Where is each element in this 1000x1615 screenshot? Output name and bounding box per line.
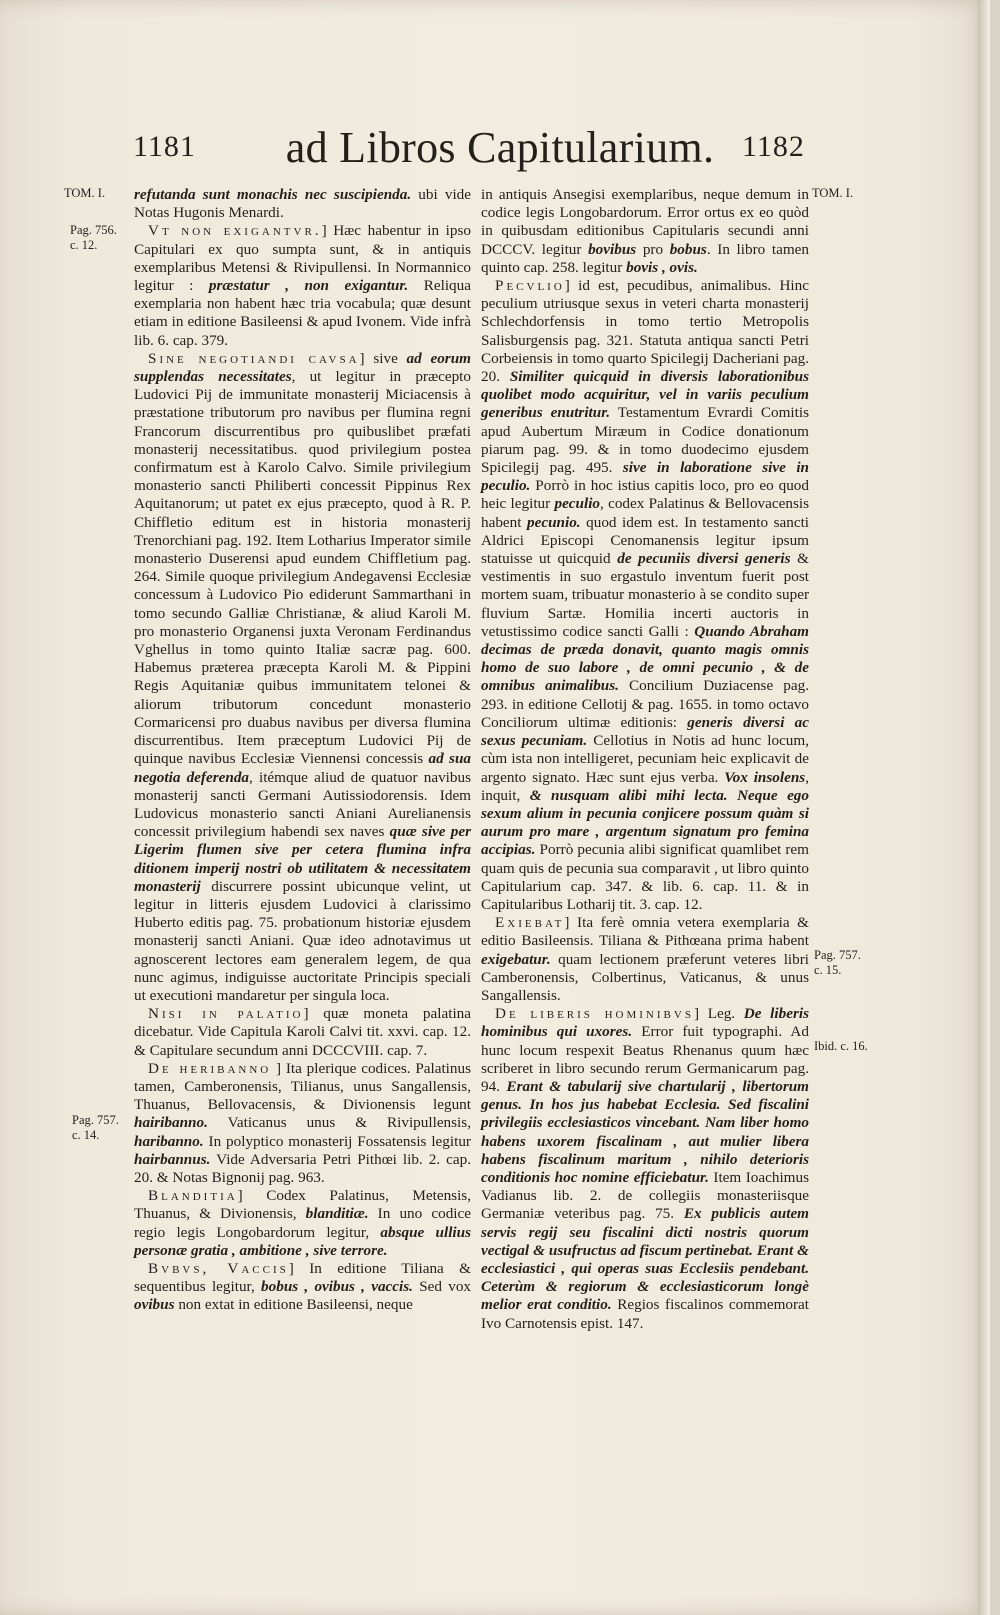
right-margin-note [814,1039,868,1054]
body-text: in antiquis Ansegisi exemplaribus, neque demum in codice legis Longobardorum. Error ortus ex eo quòd in quibusdam editionibus Capitularis secundi anni DCCCV. legitur [481,186,809,258]
body-text: Cellotius in Notis ad hunc locum, cùm ista non intelligeret, pecuniam heic explicavit de argento signato. Hæc sunt ejus verba. [481,732,810,786]
body-text: ] quæ moneta palatina dicebatur. Vide Capitula Karoli Calvi tit. xxvi. cap. 12. & Capitulare secundum anni DCCCVIII. cap. 7. [134,1005,471,1059]
page-edge [978,0,990,1615]
body-text: Porrò in hoc istius capitis loco, pro eo quod heic legitur [481,477,809,513]
quoted-text: refutanda sunt monachis nec suscipienda. [134,186,412,203]
page-number-right: 1182 [742,130,805,163]
paragraph [134,1260,471,1315]
body-text: ubi vide Notas Hugonis Menardi. [134,186,471,222]
lemma-heading: Vt non exigantvr. [148,222,322,240]
lemma-heading: Exiebat [495,914,565,932]
paragraph [134,1187,471,1260]
quoted-text: peculio [554,495,601,513]
paragraph [134,222,471,349]
body-text: ] Hæc habentur in ipso Capitulari ex quo sumpta sunt, & in antiquis exemplaribus Metensi & Rivipullensi. In Normannico legitur : [134,222,471,295]
running-title: ad Libros Capitularium. [285,123,715,172]
body-text: Vaticanus unus & Rivipullensis, [207,1114,471,1132]
quoted-text: sive in laboratione sive in peculio. [481,459,809,495]
body-text: , inquit, [481,768,809,804]
margin-note-line: TOM. I. [812,186,854,200]
quoted-text: haribanno. [134,1132,204,1150]
body-text: Item Ioachimus Vadianus lib. 2. de collegiis monasteriisque Germaniæ veteribus pag. 75. [481,1168,809,1223]
left-margin-note [70,223,117,253]
margin-note-line: Pag. 757. [72,1113,119,1127]
quoted-text: hairibanno. [134,1114,208,1132]
left-margin-note [72,1113,119,1143]
body-text: Error fuit typographi. Ad hunc locum respexit Beatus Rhenanus quum hæc scriberet in libro secundo rerum Germanicarum pag. 94. [481,1023,809,1095]
quoted-text: absque ullius personæ gratia , ambitione , sive terrore. [134,1223,472,1259]
quoted-text: bovis , ovis. [626,258,698,276]
body-text: , codex Palatinus & Bellovacensis habent [481,495,809,531]
quoted-text: blanditiæ. [305,1205,369,1223]
body-text: ] In editione Tiliana & sequentibus legitur, [134,1259,471,1296]
lemma-heading: Nisi in palatio [148,1005,304,1023]
running-header [0,123,1000,180]
body-text: Regios fiscalinos commemorat Ivo Carnotensis epist. 147. [481,1296,809,1332]
body-text: In polyptico monasterij Fossatensis legitur [203,1132,471,1150]
body-text: Vide Adversaria Petri Pithœi lib. 2. cap. 20. & Notas Bignonij pag. 963. [134,1150,471,1186]
body-text: ] Codex Palatinus, Metensis, Thuanus, & Divionensis, [134,1187,471,1223]
paragraph [134,1060,471,1187]
margin-note-line: c. 15. [814,963,842,977]
lemma-heading: De liberis hominibvs [495,1005,694,1023]
body-text: non extat in editione Basileensi, neque [174,1296,413,1314]
left-text-column [134,186,471,1315]
body-text: quod idem est. In testamento sancti Aldrici Episcopi Cenomanensis legitur ipsum statuisse ut quicquid [481,513,810,568]
body-text: & vestimentis in suo ergastulo inventum fuerit post mortem suam, tribuatur monasterio à se condito super fluvium Sartæ. Homilia incerti auctoris in vetustissimo codice sancti Galli : [481,550,809,640]
quoted-text: præstatur , non exigantur. [208,277,409,295]
margin-note-line: Pag. 757. [814,948,861,962]
body-text: In uno codice regio legis Longobardorum legitur, [134,1205,471,1241]
body-text: ] Leg. [693,1005,744,1023]
quoted-text: pecunio. [527,513,581,531]
body-text: ] id est, pecudibus, animalibus. Hinc peculium utriusque sexus in veteri charta monasterij Schlechdorfensis in tomo tertio Metropolis Salisburgensis pag. 321. Statuta antiqua sancti Petri Corbeiensis in tomo quarto Spicilegij Dacheriani pag. 20. [481,277,809,386]
left-margin-note [64,186,105,201]
body-text: ] Ita ferè omnia vetera exemplaria & editio Basileensis. Tiliana & Pithœana prima habent [481,914,809,950]
body-text: Sed vox [412,1278,472,1296]
paragraph [134,186,471,222]
lemma-heading: Sine negotiandi cavsa [148,349,360,367]
lemma-heading: Blanditia [148,1187,238,1205]
quoted-text: bobus , ovibus , vaccis. [261,1278,413,1296]
quoted-text: bobus [669,240,707,258]
paragraph [134,350,471,1005]
body-text: Testamentum Evrardi Comitis apud Aubertum Miræum in Codice donationum piarum pag. 99. & in tomo duodecimo ejusdem Spicilegij pag. 495. [481,404,810,477]
margin-note-line: TOM. I. [64,186,106,200]
quoted-text: De liberis hominibus qui uxores. [481,1005,810,1041]
body-text: . In libro tamen quinto cap. 258. legitur [481,240,809,276]
lemma-heading: De heribanno [148,1059,272,1077]
margin-note-line: c. 14. [72,1128,100,1142]
paragraph [481,1005,809,1333]
quoted-text: exigebatur. [481,950,551,968]
quoted-text: quæ sive per Ligerim flumen sive per cetera flumina infra ditionem imperij nostri ob utilitatem & necessitatem monasterij [134,823,472,895]
quoted-text: Quando Abraham decimas de præda donavit, quanto magis omnis homo de suo labore , de omni pecunio , & de omnibus animalibus. [481,622,809,695]
quoted-text: Similiter quicquid in diversis laborationibus quolibet modo acquiritur, vel in variis peculium generibus enutritur. [481,368,810,422]
quoted-text: de pecuniis diversi generis [617,550,791,568]
body-text: ] Ita plerique codices. Palatinus tamen, Camberonensis, Tilianus, unus Sangallensis, Thuanus, Bellovacensis, & Divionensis legunt [134,1059,472,1114]
page-number-left: 1181 [133,130,196,163]
lemma-heading: Pecvlio [495,277,565,295]
right-margin-note [814,948,861,978]
body-text: Reliqua exemplaria non habent hæc tria vocabula; quæ desunt etiam in editione Basileensi & apud Ivonem. Vide infrà lib. 6. cap. 379. [134,277,471,349]
paragraph [481,186,809,277]
body-text: , itémque aliud de quatuor navibus monasterij sancti Germani Autissiodorensis. Idem Ludovicus monasterio sancti Aniani Aurelianensis concessit privilegium habendi sex naves [134,768,472,841]
body-text: quam lectionem præferunt veteres libri Camberonensis, Colbertinus, Vaticanus, & unus Sangallensis. [481,950,809,1004]
quoted-text: Erant & tabularij sive chartularij , libertorum genus. In hos jus habebat Ecclesia. Sed fiscalini privilegiis ecclesiasticos vincebant. Nam liber homo habens uxorem fiscalinam , aut mulier libera habens fiscalinum maritum , nihilo deterioris conditionis hoc nomine efficiebatur. [481,1077,809,1186]
body-text: Porrò pecunia alibi significat quamlibet rem quam quis de pecunia sua comparavit , ut libro quinto Capitularium cap. 347. & lib. 6. cap. 11. & in Capitularibus Lotharij tit. 3. cap. 12. [481,841,809,913]
quoted-text: bovibus [588,240,637,258]
body-text: pro [636,240,670,258]
quoted-text: ad sua negotia deferenda [134,750,471,786]
margin-note-line: c. 12. [70,238,98,252]
body-text: discurrere possint ubicunque velint, ut legitur in litteris ejusdem Ludovici à clarissimo Huberto editis pag. 75. probationum historiæ ejusdem monasterij sancti Aniani. Quæ ideo adnotavimus ut agnoscerent lectores eam generalem legem, de qua nunc agimus, indiguisse auctoritate Principis speciali ut executioni mandaretur per singula loca. [134,877,471,1004]
quoted-text: hairbannus. [134,1150,211,1168]
lemma-heading: Bvbvs, Vaccis [148,1259,289,1277]
paragraph [481,277,809,914]
body-text: Concilium Duziacense pag. 293. in editione Cellotij & pag. 1655. in tomo octavo Conciliorum ultimæ editionis: [481,677,809,731]
margin-note-line: Pag. 756. [70,223,117,237]
margin-note-line: Ibid. c. 16. [814,1039,868,1053]
body-text: ] sive [359,349,407,367]
right-text-column [481,186,809,1333]
quoted-text: Vox insolens [724,768,806,786]
quoted-text: generis diversi ac sexus pecuniam. [481,713,809,750]
quoted-text: Ex publicis autem servis regij seu fiscalini dicti nostris quorum vectigal & usufructus ad fiscum pertinebat. Erant & ecclesiastici , qui operas suas Ecclesiis pendebant. Ceterùm & regiorum & ecclesiasticorum longè melior erat conditio. [481,1205,809,1314]
paragraph [481,914,809,1005]
paragraph [134,1005,471,1060]
quoted-text: ad eorum supplendas necessitates [134,349,471,386]
quoted-text: & nusquam alibi mihi lecta. Neque ego sexum alium in pecunia conjicere possum quàm si aurum pro mare , argentum signatum pro femina accipias. [481,786,809,859]
body-text: , ut legitur in præcepto Ludovici Pij de immunitate monasterij Miciacensis à præstatione tributorum pro navibus per flumina regni Francorum discurrentibus pro quibuslibet præfati monasterij necessitatibus. quod privilegium postea confirmatum est à Karolo Calvo. Simile privilegium monasterio sancti Philiberti concessit Pippinus Rex Aquitanorum; ut patet ex ejus præcepto, quod à R. P. Chiffletio editum est in historia monasterij Trenorchiani pag. 192. Item Lotharius Imperator simile monasterio Duserensi apud eundem Chiffletium pag. 264. Simile quoque privilegium Andegavensi Ecclesiæ concessum à Ludovico Pio ediderunt Sammarthani in tomo secundo Galliæ Christianæ, & aliud Karoli M. pro monasterio Organensi juxta Veronam Ferdinandus Vghellus in tomo quinto Italiæ sacræ pag. 600. Habemus præterea præcepta Karoli M. & Pippini Regis Aquitaniæ quibus immunitatem telonei & aliorum tributorum concedunt monasterio Cormaricensi pro duabus navibus per diversa flumina discurrentibus. Item præceptum Ludovici Pij de quinque navibus Ecclesiæ Viennensi concessis [134,368,471,768]
right-margin-note [812,186,853,201]
quoted-text: ovibus [134,1296,175,1314]
